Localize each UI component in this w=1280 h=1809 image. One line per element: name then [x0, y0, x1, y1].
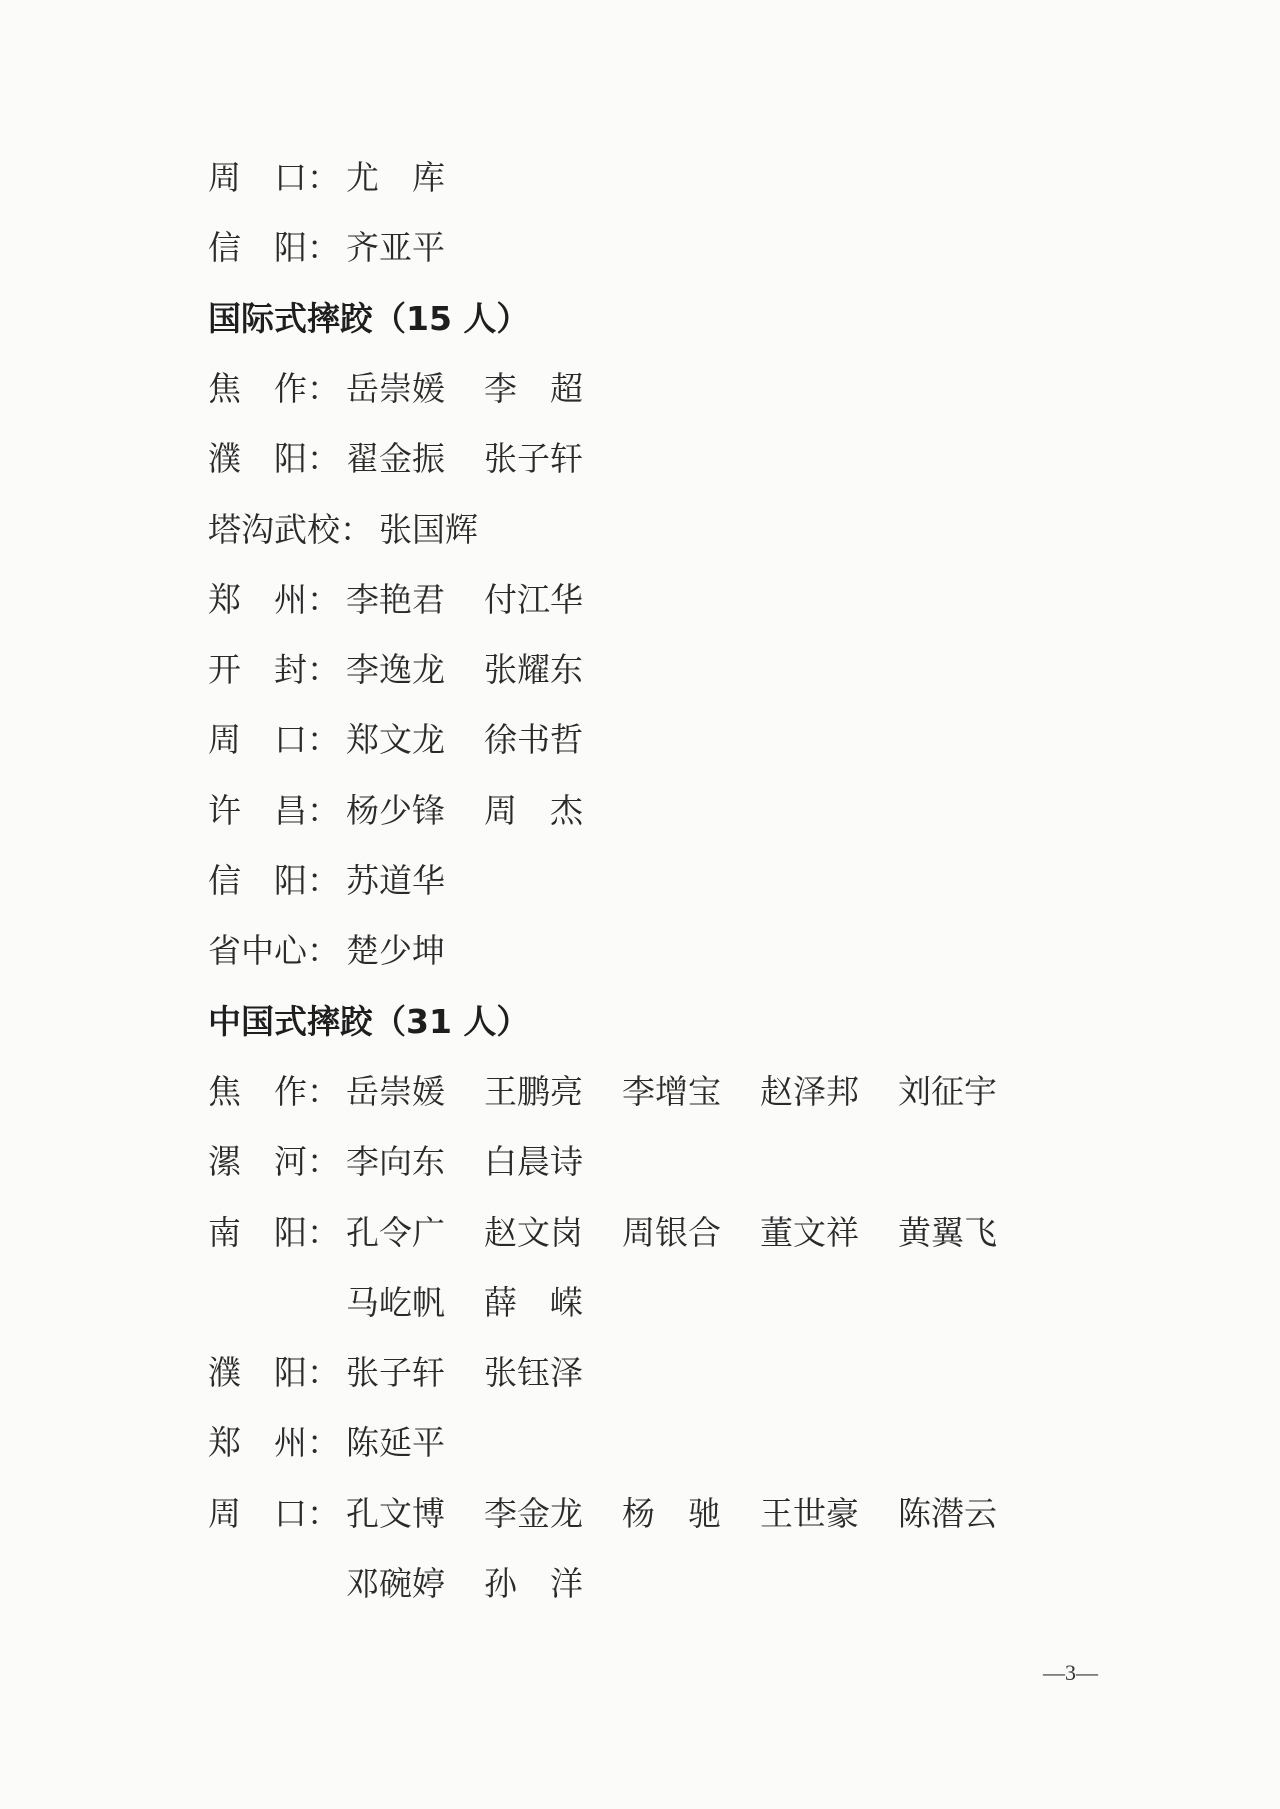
- athlete-name: 李金龙: [484, 1493, 583, 1533]
- section-heading: 国际式摔跤（15 人）: [208, 298, 530, 338]
- page-number: —3—: [1043, 1660, 1098, 1685]
- athlete-names: [346, 855, 484, 907]
- athlete-names: [346, 1066, 1036, 1118]
- athlete-name: 郑文龙: [346, 720, 445, 760]
- unit-label: 省中心：: [208, 931, 340, 971]
- roster-line: [208, 152, 484, 204]
- athlete-name: 付江华: [484, 579, 583, 619]
- roster-line: [208, 1417, 484, 1469]
- athlete-name: 李艳君: [346, 579, 445, 619]
- unit-label: 郑 州：: [208, 579, 340, 619]
- athlete-names: [346, 925, 484, 977]
- roster-line: [208, 644, 622, 696]
- unit-label: 许 昌：: [208, 790, 340, 830]
- athlete-name: 王鹏亮: [484, 1071, 583, 1111]
- roster-line: [208, 1207, 1036, 1259]
- unit-label: 濮 阳：: [208, 439, 340, 479]
- athlete-name: 周银合: [622, 1212, 721, 1252]
- unit-label: 濮 阳：: [208, 1353, 340, 1393]
- roster-line: [208, 785, 622, 837]
- athlete-name: 李 超: [484, 368, 583, 408]
- athlete-names: [346, 644, 622, 696]
- athlete-name: 白晨诗: [484, 1142, 583, 1182]
- unit-label: 南 阳：: [208, 1212, 340, 1252]
- athlete-names: [346, 1277, 622, 1329]
- athlete-name: 赵文岗: [484, 1212, 583, 1252]
- athlete-name: 李向东: [346, 1142, 445, 1182]
- roster-line: [208, 855, 484, 907]
- athlete-names: [346, 1417, 484, 1469]
- athlete-name: 陈延平: [346, 1423, 445, 1463]
- roster-line: [208, 1347, 622, 1399]
- athlete-name: 孙 洋: [484, 1564, 583, 1603]
- athlete-names: [346, 1207, 1036, 1259]
- athlete-names: [346, 1347, 622, 1399]
- athlete-name: 楚少坤: [346, 931, 445, 971]
- athlete-names: [346, 714, 622, 766]
- unit-label: 周 口：: [208, 720, 340, 760]
- roster-line: [208, 1488, 1036, 1540]
- roster-line: [208, 1136, 622, 1188]
- athlete-name: 苏道华: [346, 861, 445, 900]
- athlete-name: 黄翼飞: [898, 1212, 997, 1252]
- athlete-name: 张子轩: [346, 1353, 445, 1393]
- unit-label: 开 封：: [208, 650, 340, 690]
- athlete-name: 周 杰: [484, 790, 583, 830]
- athlete-name: 齐亚平: [346, 228, 445, 268]
- roster-line: [208, 714, 622, 766]
- athlete-name: 翟金振: [346, 439, 445, 479]
- roster-line: [208, 574, 622, 626]
- athlete-name: 王世豪: [760, 1493, 859, 1533]
- athlete-name: 孔文博: [346, 1493, 445, 1533]
- athlete-names: [346, 574, 622, 626]
- athlete-name: 张钰泽: [484, 1353, 583, 1393]
- athlete-names: [346, 1488, 1036, 1540]
- roster-line: [208, 504, 517, 556]
- athlete-name: 薛 嵘: [484, 1282, 583, 1322]
- athlete-names: [346, 222, 484, 274]
- unit-label: 郑 州：: [208, 1423, 340, 1463]
- athlete-names: [346, 433, 622, 485]
- roster-continuation-line: [208, 1558, 622, 1610]
- athlete-name: 尤 库: [346, 158, 445, 197]
- unit-label: 信 阳：: [208, 861, 340, 900]
- roster-continuation-line: [208, 1277, 622, 1329]
- athlete-name: 杨 驰: [622, 1493, 721, 1533]
- athlete-names: [379, 504, 517, 556]
- athlete-name: 邓碗婷: [346, 1564, 445, 1603]
- athlete-names: [346, 1558, 622, 1610]
- roster-line: [208, 222, 484, 274]
- section-heading: 中国式摔跤（31 人）: [208, 1001, 530, 1041]
- athlete-name: 张耀东: [484, 650, 583, 690]
- athlete-name: 岳崇媛: [346, 1071, 445, 1111]
- athlete-names: [346, 152, 484, 204]
- unit-label: 焦 作：: [208, 368, 340, 408]
- athlete-names: [346, 1136, 622, 1188]
- athlete-name: 张子轩: [484, 439, 583, 479]
- athlete-name: 刘征宇: [898, 1071, 997, 1111]
- athlete-name: 陈潜云: [898, 1493, 997, 1533]
- athlete-name: 董文祥: [760, 1212, 859, 1252]
- unit-label: 焦 作：: [208, 1071, 340, 1111]
- roster-line: [208, 433, 622, 485]
- unit-label: 塔沟武校：: [208, 509, 373, 549]
- athlete-name: 杨少锋: [346, 790, 445, 830]
- unit-label: 信 阳：: [208, 228, 340, 268]
- roster-line: [208, 1066, 1036, 1118]
- athlete-names: [346, 785, 622, 837]
- unit-label: 周 口：: [208, 158, 340, 197]
- athlete-name: 孔令广: [346, 1212, 445, 1252]
- athlete-name: 岳崇媛: [346, 368, 445, 408]
- unit-label: 周 口：: [208, 1493, 340, 1533]
- athlete-name: 张国辉: [379, 509, 478, 549]
- roster-line: [208, 363, 622, 415]
- athlete-name: 李逸龙: [346, 650, 445, 690]
- unit-label: 漯 河：: [208, 1142, 340, 1182]
- athlete-names: [346, 363, 622, 415]
- athlete-name: 马屹帆: [346, 1282, 445, 1322]
- athlete-name: 赵泽邦: [760, 1071, 859, 1111]
- athlete-name: 徐书哲: [484, 720, 583, 760]
- roster-line: [208, 925, 484, 977]
- athlete-name: 李增宝: [622, 1071, 721, 1111]
